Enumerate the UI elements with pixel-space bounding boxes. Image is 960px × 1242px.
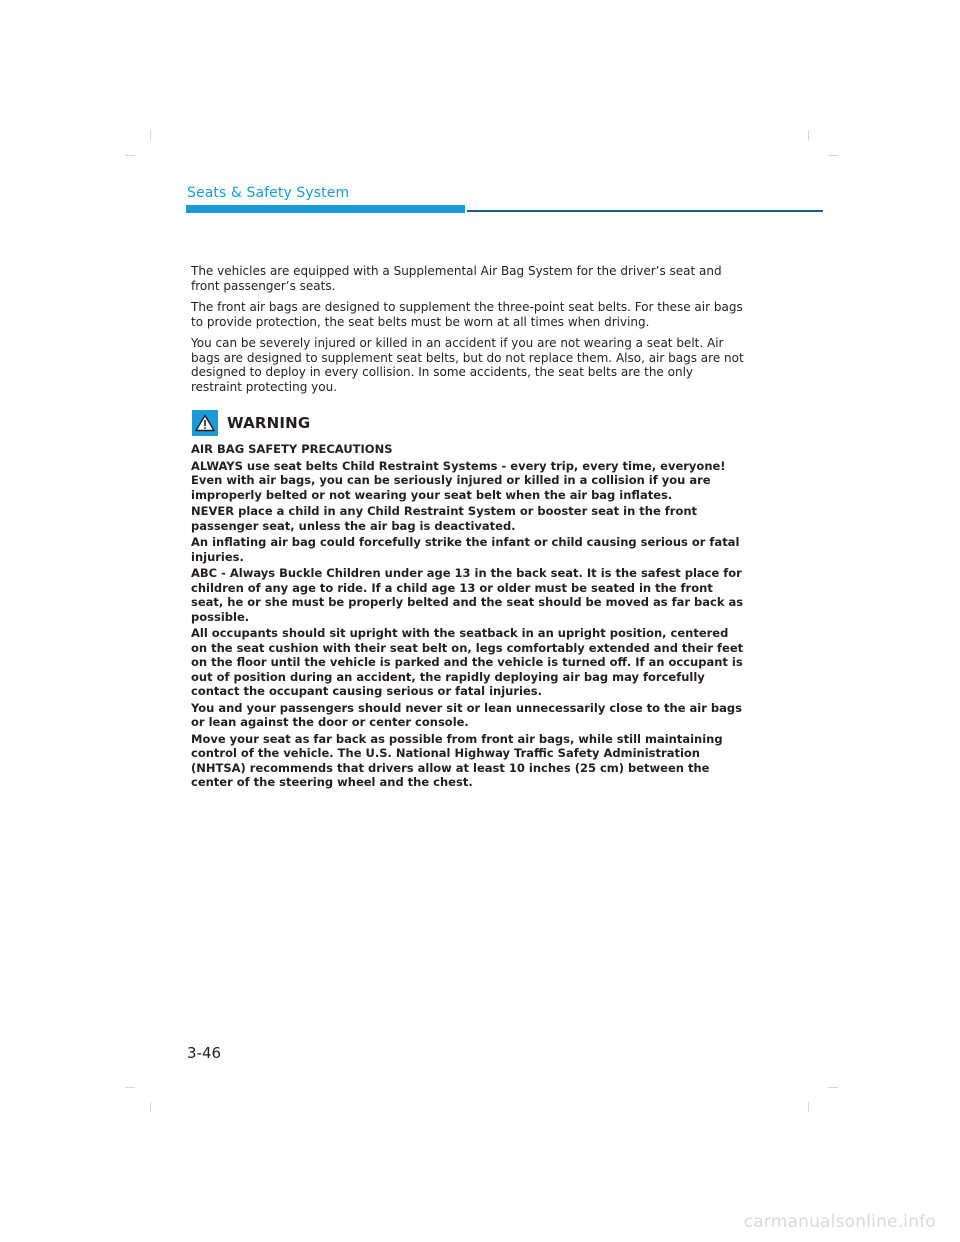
warning-paragraph: All occupants should sit upright with the seatback in an upright position, centered on the seat cushion with their seat belt on, legs comfortably extended and their feet on the floor until the vehicle is parked and the vehicle is turned off. If an occupant is out of position during an accident, the rapidly deploying air bag may forcefully contact the occupant causing serious or fatal injuries. bbox=[191, 626, 744, 698]
intro-paragraph: You can be severely injured or killed in an accident if you are not wearing a seat belt. Air bags are designed to supplement seat belts, but do not replace them. Also, air bags are not designed to deploy in every collision. In some accidents, the seat belts are the only restraint protecting you. bbox=[191, 336, 744, 394]
warning-header bbox=[191, 410, 747, 436]
crop-mark bbox=[808, 130, 809, 140]
warning-paragraph: Move your seat as far back as possible from front air bags, while still maintaining control of the vehicle. The U.S. National Highway Traffic Safety Administration (NHTSA) recommends that drivers allow at least 10 inches (25 cm) between the center of the steering wheel and the chest. bbox=[191, 731, 723, 789]
warning-paragraph: NEVER place a child in any Child Restraint System or booster seat in the front passenger seat, unless the air bag is deactivated. bbox=[191, 504, 698, 533]
header-rule bbox=[467, 210, 823, 212]
crop-mark bbox=[808, 1102, 809, 1112]
watermark: carmanualsonline.info bbox=[743, 1212, 936, 1232]
crop-mark bbox=[828, 155, 838, 156]
warning-title: WARNING bbox=[227, 414, 311, 432]
crop-mark bbox=[150, 1102, 151, 1112]
warning-paragraph: An inflating air bag could forcefully strike the infant or child causing serious or fatal injuries. bbox=[191, 535, 740, 564]
section-title: Seats & Safety System bbox=[187, 185, 350, 201]
warning-paragraph: ABC - Always Buckle Children under age 13 in the back seat. It is the safest place for children of any age to ride. If a child age 13 or older must be seated in the front seat, he or she must be properly belted and the seat should be moved as far back as possible. bbox=[191, 566, 744, 624]
warning-triangle-icon bbox=[192, 410, 218, 436]
intro-paragraph: The vehicles are equipped with a Supplemental Air Bag System for the driver’s seat and front passenger’s seats. bbox=[191, 264, 722, 293]
warning-subtitle: AIR BAG SAFETY PRECAUTIONS bbox=[191, 442, 393, 456]
warning-paragraph: You and your passengers should never sit or lean unnecessarily close to the air bags or lean against the door or center console. bbox=[191, 700, 742, 729]
warning-paragraph: ALWAYS use seat belts Child Restraint Systems - every trip, every time, everyone! Even with air bags, you can be seriously injured or killed in a collision if you are improperly belted or not wearing your seat belt when the air bag inflates. bbox=[191, 458, 726, 502]
header-accent-bar bbox=[186, 205, 465, 213]
intro-paragraph: The front air bags are designed to supplement the three-point seat belts. For these air bags to provide protection, the seat belts must be worn at all times when driving. bbox=[191, 300, 743, 329]
crop-mark bbox=[150, 130, 151, 140]
crop-mark bbox=[828, 1087, 838, 1088]
crop-mark bbox=[125, 155, 135, 156]
page-number: 3-46 bbox=[187, 1044, 222, 1062]
crop-mark bbox=[125, 1087, 135, 1088]
main-content bbox=[191, 264, 747, 792]
